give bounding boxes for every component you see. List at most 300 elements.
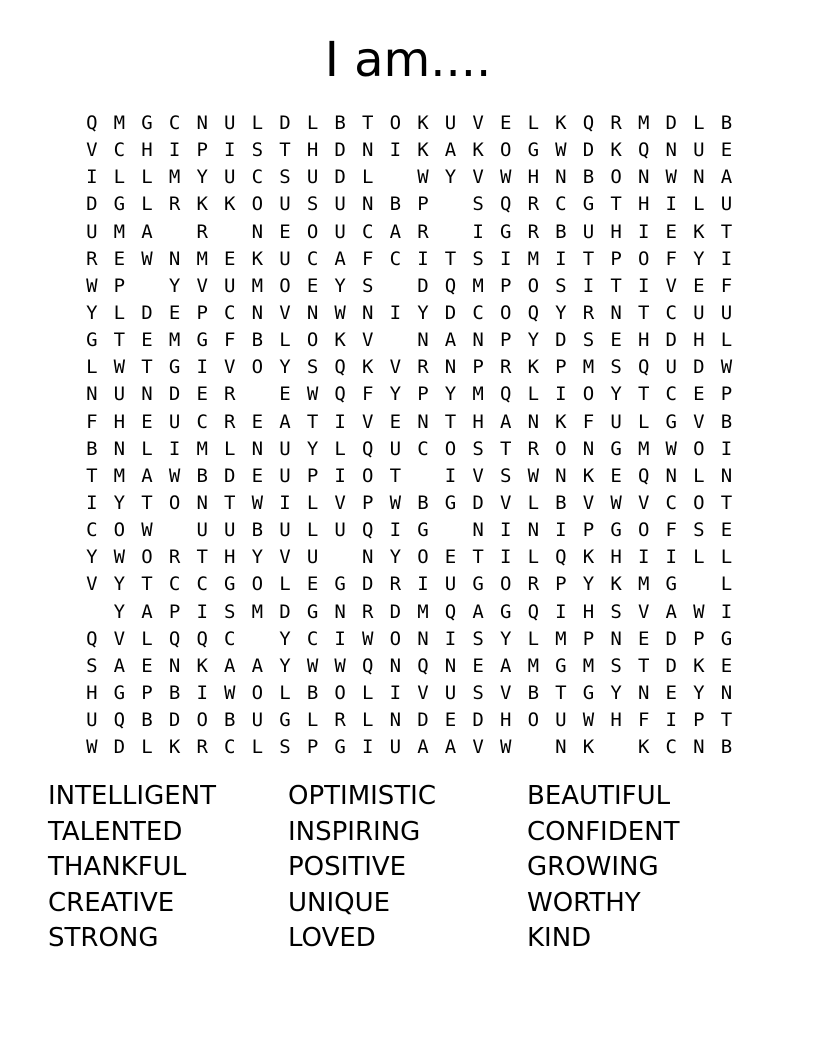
grid-cell: E [168, 301, 181, 324]
grid-cell: Y [196, 166, 208, 189]
grid-cell: Q [444, 600, 457, 623]
grid-cell: I [417, 573, 429, 596]
grid-cell: H [637, 193, 650, 216]
grid-cell: G [555, 654, 567, 677]
grid-cell: R [527, 220, 540, 243]
grid-cell: E [472, 654, 484, 677]
grid-cell: W [306, 383, 319, 406]
grid-row [78, 734, 742, 761]
grid-cell: I [665, 709, 677, 732]
grid-cell: L [362, 681, 374, 704]
grid-cell: T [224, 491, 236, 514]
grid-cell: K [693, 654, 705, 677]
grid-cell: Y [444, 166, 457, 189]
grid-cell: P [555, 573, 567, 596]
grid-cell: D [224, 464, 236, 487]
grid-cell: E [444, 546, 457, 569]
grid-cell: Y [334, 274, 346, 297]
grid-cell: V [334, 491, 346, 514]
grid-cell: B [389, 193, 402, 216]
grid-cell: E [113, 247, 126, 270]
grid-cell: N [196, 112, 208, 134]
grid-cell: W [113, 546, 126, 569]
grid-cell: M [582, 356, 595, 379]
grid-cell: Y [693, 681, 705, 704]
grid-cell [326, 544, 354, 571]
grid-cell: Y [86, 301, 98, 324]
grid-cell: I [499, 546, 512, 569]
grid-cell: L [141, 193, 153, 216]
grid-cell: D [86, 193, 98, 216]
grid-cell: A [251, 654, 264, 677]
grid-cell: S [251, 139, 264, 162]
grid-cell: D [334, 139, 346, 162]
grid-cell: L [527, 491, 540, 514]
grid-cell: I [665, 546, 677, 569]
grid-cell: A [141, 464, 153, 487]
grid-cell: G [499, 600, 512, 623]
grid-cell: Y [251, 546, 264, 569]
grid-cell: R [224, 383, 236, 406]
grid-cell: F [665, 519, 677, 542]
grid-cell: N [665, 139, 677, 162]
grid-cell: W [693, 600, 705, 623]
grid-cell: K [555, 112, 567, 134]
grid-cell: K [610, 139, 622, 162]
grid-cell: H [499, 709, 512, 732]
grid-cell: M [527, 247, 540, 270]
grid-cell: T [306, 410, 319, 433]
grid-cell: B [86, 437, 98, 460]
grid-cell: C [417, 437, 429, 460]
grid-cell: V [472, 112, 484, 134]
grid-cell: G [86, 329, 98, 352]
word-list-column-3 [527, 779, 679, 957]
grid-cell: P [362, 491, 374, 514]
grid-cell: S [472, 247, 484, 270]
grid-cell: L [693, 112, 705, 134]
grid-cell: M [113, 220, 126, 243]
grid-cell: B [720, 410, 733, 433]
grid-cell: H [610, 220, 622, 243]
grid-cell: K [527, 356, 540, 379]
grid-cell: G [582, 681, 595, 704]
grid-cell: P [555, 356, 567, 379]
grid-cell: R [499, 356, 512, 379]
grid-cell: U [113, 383, 126, 406]
grid-cell: Q [527, 301, 540, 324]
grid-cell: K [472, 139, 484, 162]
grid-cell: K [196, 654, 208, 677]
grid-cell: P [610, 247, 622, 270]
grid-cell: E [693, 383, 705, 406]
grid-cell: N [527, 519, 540, 542]
grid-cell: T [610, 193, 622, 216]
grid-cell: F [637, 709, 650, 732]
word-list-item: UNIQUE [288, 887, 391, 918]
grid-row [78, 409, 742, 436]
grid-cell: K [582, 736, 595, 759]
grid-cell: G [306, 600, 319, 623]
grid-row [78, 571, 742, 598]
grid-cell: V [86, 573, 98, 596]
grid-cell: Y [306, 437, 319, 460]
grid-cell: K [334, 329, 346, 352]
grid-cell: K [417, 139, 429, 162]
grid-cell: T [362, 112, 374, 134]
grid-cell: L [693, 193, 705, 216]
grid-cell: M [168, 166, 181, 189]
grid-cell: P [141, 681, 153, 704]
grid-cell: O [251, 573, 264, 596]
grid-cell: V [472, 166, 484, 189]
grid-cell: C [196, 573, 208, 596]
grid-cell: O [637, 247, 650, 270]
grid-cell: I [86, 166, 98, 189]
grid-cell: E [196, 383, 208, 406]
grid-cell: D [555, 329, 567, 352]
grid-cell: V [637, 600, 650, 623]
grid-cell: O [693, 491, 705, 514]
grid-cell: N [362, 301, 374, 324]
grid-cell: G [168, 356, 181, 379]
grid-cell: E [720, 139, 733, 162]
grid-cell: A [113, 654, 126, 677]
grid-cell: E [720, 654, 733, 677]
grid-cell: T [637, 301, 650, 324]
grid-cell: P [720, 383, 733, 406]
grid-cell: S [306, 193, 319, 216]
grid-cell: N [472, 519, 484, 542]
grid-cell: W [306, 654, 319, 677]
grid-cell [161, 219, 189, 246]
grid-cell: M [251, 600, 264, 623]
grid-cell: R [196, 220, 208, 243]
grid-cell: N [472, 329, 484, 352]
grid-cell: Q [499, 193, 512, 216]
grid-cell: M [472, 274, 484, 297]
grid-cell: L [720, 546, 733, 569]
grid-cell: L [527, 112, 540, 134]
grid-cell: Q [334, 383, 346, 406]
grid-cell: N [720, 464, 733, 487]
grid-cell: Y [113, 573, 126, 596]
grid-row [78, 191, 742, 218]
grid-cell: O [417, 546, 429, 569]
grid-cell: G [444, 491, 457, 514]
grid-cell: B [720, 736, 733, 759]
grid-cell [409, 463, 437, 490]
grid-cell: W [251, 491, 264, 514]
grid-cell: E [665, 681, 677, 704]
grid-cell: N [251, 437, 264, 460]
grid-cell: N [251, 220, 264, 243]
grid-cell: N [389, 709, 402, 732]
grid-cell: M [113, 112, 126, 134]
grid-cell: I [720, 437, 733, 460]
word-list-item: WORTHY [527, 887, 641, 918]
grid-cell: L [693, 546, 705, 569]
grid-cell: S [472, 193, 484, 216]
grid-cell: U [582, 220, 595, 243]
grid-cell: F [362, 383, 374, 406]
grid-cell: L [141, 736, 153, 759]
grid-cell: I [555, 519, 567, 542]
grid-cell: R [224, 410, 236, 433]
grid-cell: D [665, 654, 677, 677]
grid-cell: E [279, 383, 291, 406]
grid-cell: N [334, 600, 346, 623]
grid-cell: G [610, 437, 622, 460]
grid-cell: T [720, 709, 733, 732]
grid-cell: N [555, 166, 567, 189]
grid-cell: E [141, 329, 153, 352]
grid-cell: E [224, 247, 236, 270]
grid-cell: L [527, 546, 540, 569]
grid-cell: N [168, 654, 181, 677]
grid-row [78, 164, 742, 191]
grid-cell: I [499, 247, 512, 270]
grid-cell: T [141, 573, 153, 596]
grid-cell: O [389, 112, 402, 134]
grid-cell: W [389, 491, 402, 514]
grid-cell: I [555, 600, 567, 623]
grid-cell: W [555, 139, 567, 162]
grid-cell: T [472, 546, 484, 569]
grid-cell: N [527, 410, 540, 433]
grid-cell: I [389, 681, 402, 704]
grid-cell: V [499, 681, 512, 704]
grid-cell: N [306, 301, 319, 324]
grid-cell: P [472, 356, 484, 379]
grid-cell: P [417, 383, 429, 406]
grid-cell: P [417, 193, 429, 216]
grid-cell: I [389, 301, 402, 324]
grid-cell: A [417, 736, 429, 759]
grid-cell: E [637, 627, 650, 650]
grid-cell: L [306, 709, 319, 732]
grid-cell: E [141, 410, 153, 433]
grid-cell: K [582, 546, 595, 569]
grid-row [78, 626, 742, 653]
grid-cell: M [637, 437, 650, 460]
grid-cell: O [693, 437, 705, 460]
grid-cell: Y [499, 627, 512, 650]
grid-cell: L [279, 329, 291, 352]
grid-cell: K [251, 247, 264, 270]
grid-cell [437, 219, 465, 246]
grid-cell: I [499, 519, 512, 542]
grid-cell: O [113, 519, 126, 542]
grid-cell: Y [582, 573, 595, 596]
grid-cell: L [362, 709, 374, 732]
grid-cell: W [168, 464, 181, 487]
word-list-column-2 [288, 779, 436, 957]
grid-cell: U [86, 709, 98, 732]
grid-cell: S [499, 464, 512, 487]
word-list-item: STRONG [48, 923, 159, 954]
grid-cell: D [141, 301, 153, 324]
grid-cell: L [527, 383, 540, 406]
grid-cell: P [306, 736, 319, 759]
grid-cell: T [444, 410, 457, 433]
grid-cell: R [389, 573, 402, 596]
grid-cell: L [279, 681, 291, 704]
grid-cell: S [693, 519, 705, 542]
grid-cell: U [389, 437, 402, 460]
grid-cell: H [472, 410, 484, 433]
grid-cell: U [279, 247, 291, 270]
word-list-item: POSITIVE [288, 852, 407, 883]
grid-cell: C [389, 247, 402, 270]
grid-cell: V [279, 546, 291, 569]
grid-cell: O [306, 220, 319, 243]
grid-row [78, 273, 742, 300]
grid-row [78, 490, 742, 517]
grid-cell: P [499, 329, 512, 352]
grid-cell: N [113, 437, 126, 460]
grid-cell: W [334, 654, 346, 677]
grid-cell: D [665, 112, 677, 134]
grid-cell: V [472, 464, 484, 487]
grid-cell: W [417, 166, 429, 189]
grid-cell: V [693, 410, 705, 433]
grid-cell: I [389, 139, 402, 162]
grid-cell: U [306, 546, 319, 569]
grid-cell: S [555, 274, 567, 297]
grid-cell: B [555, 491, 567, 514]
grid-cell: G [610, 519, 622, 542]
grid-cell: L [86, 356, 98, 379]
grid-cell: D [113, 736, 126, 759]
grid-cell: Q [499, 383, 512, 406]
grid-cell: R [86, 247, 98, 270]
grid-cell: W [141, 247, 153, 270]
grid-cell: Q [168, 627, 181, 650]
word-list-item: LOVED [288, 923, 376, 954]
grid-cell: O [279, 274, 291, 297]
grid-cell: D [444, 301, 457, 324]
grid-cell [216, 219, 244, 246]
word-list-item: CREATIVE [48, 887, 175, 918]
grid-cell: S [610, 654, 622, 677]
grid-cell: I [555, 247, 567, 270]
grid-cell: Y [389, 546, 402, 569]
word-list-item: THANKFUL [48, 852, 187, 883]
grid-cell: F [224, 329, 236, 352]
grid-cell: Q [637, 356, 650, 379]
grid-cell: S [610, 356, 622, 379]
grid-cell: T [196, 546, 208, 569]
grid-cell: N [444, 654, 457, 677]
word-list-item: OPTIMISTIC [288, 781, 437, 811]
word-list-item: KIND [527, 923, 592, 954]
grid-cell: G [196, 329, 208, 352]
grid-cell: G [417, 519, 429, 542]
grid-cell: N [444, 356, 457, 379]
grid-cell [244, 381, 272, 408]
grid-cell: A [444, 736, 457, 759]
grid-cell: A [334, 247, 346, 270]
grid-cell: D [472, 709, 484, 732]
grid-cell: R [168, 193, 181, 216]
grid-cell: M [637, 112, 650, 134]
grid-cell [382, 273, 410, 300]
grid-cell: R [196, 736, 208, 759]
grid-cell: H [141, 139, 153, 162]
grid-cell: L [362, 166, 374, 189]
grid-cell: O [334, 681, 346, 704]
grid-cell: T [610, 274, 622, 297]
grid-cell: N [610, 627, 622, 650]
grid-cell: F [665, 247, 677, 270]
grid-cell: H [610, 546, 622, 569]
grid-cell: B [251, 329, 264, 352]
grid-cell: C [168, 573, 181, 596]
grid-cell: W [665, 166, 677, 189]
grid-cell: K [224, 193, 236, 216]
grid-cell [161, 517, 189, 544]
grid-cell: C [224, 301, 236, 324]
grid-cell: K [417, 112, 429, 134]
grid-cell: U [279, 437, 291, 460]
grid-cell: U [224, 274, 236, 297]
grid-cell [244, 626, 272, 653]
grid-cell: U [444, 112, 457, 134]
grid-cell: W [113, 356, 126, 379]
grid-cell: I [720, 600, 733, 623]
grid-cell: B [555, 220, 567, 243]
grid-row [78, 300, 742, 327]
grid-cell: O [306, 329, 319, 352]
grid-cell: U [334, 193, 346, 216]
grid-row [78, 463, 742, 490]
grid-cell: O [610, 166, 622, 189]
grid-cell: Y [389, 383, 402, 406]
grid-cell: L [113, 301, 126, 324]
grid-cell: I [720, 247, 733, 270]
word-list-item: CONFIDENT [527, 816, 680, 847]
grid-cell: V [362, 410, 374, 433]
grid-cell: N [555, 736, 567, 759]
grid-cell: N [555, 464, 567, 487]
grid-cell: A [472, 600, 484, 623]
grid-cell: Y [113, 491, 126, 514]
grid-cell: C [665, 301, 677, 324]
word-list-item: INSPIRING [288, 816, 421, 847]
grid-cell: T [637, 383, 650, 406]
grid-cell: N [720, 681, 733, 704]
grid-cell: M [251, 274, 264, 297]
grid-row [78, 327, 742, 354]
grid-cell: F [720, 274, 733, 297]
grid-cell: U [224, 166, 236, 189]
grid-cell: T [389, 464, 402, 487]
grid-cell: K [610, 573, 622, 596]
grid-cell: V [362, 329, 374, 352]
grid-cell: L [527, 627, 540, 650]
grid-cell: O [499, 301, 512, 324]
grid-cell: Y [527, 329, 540, 352]
grid-cell: U [224, 112, 236, 134]
grid-cell: G [720, 627, 733, 650]
grid-cell: H [527, 166, 540, 189]
grid-cell: S [472, 437, 484, 460]
grid-cell: W [334, 301, 346, 324]
grid-cell: S [279, 166, 291, 189]
grid-cell: T [720, 491, 733, 514]
grid-cell: L [113, 166, 126, 189]
